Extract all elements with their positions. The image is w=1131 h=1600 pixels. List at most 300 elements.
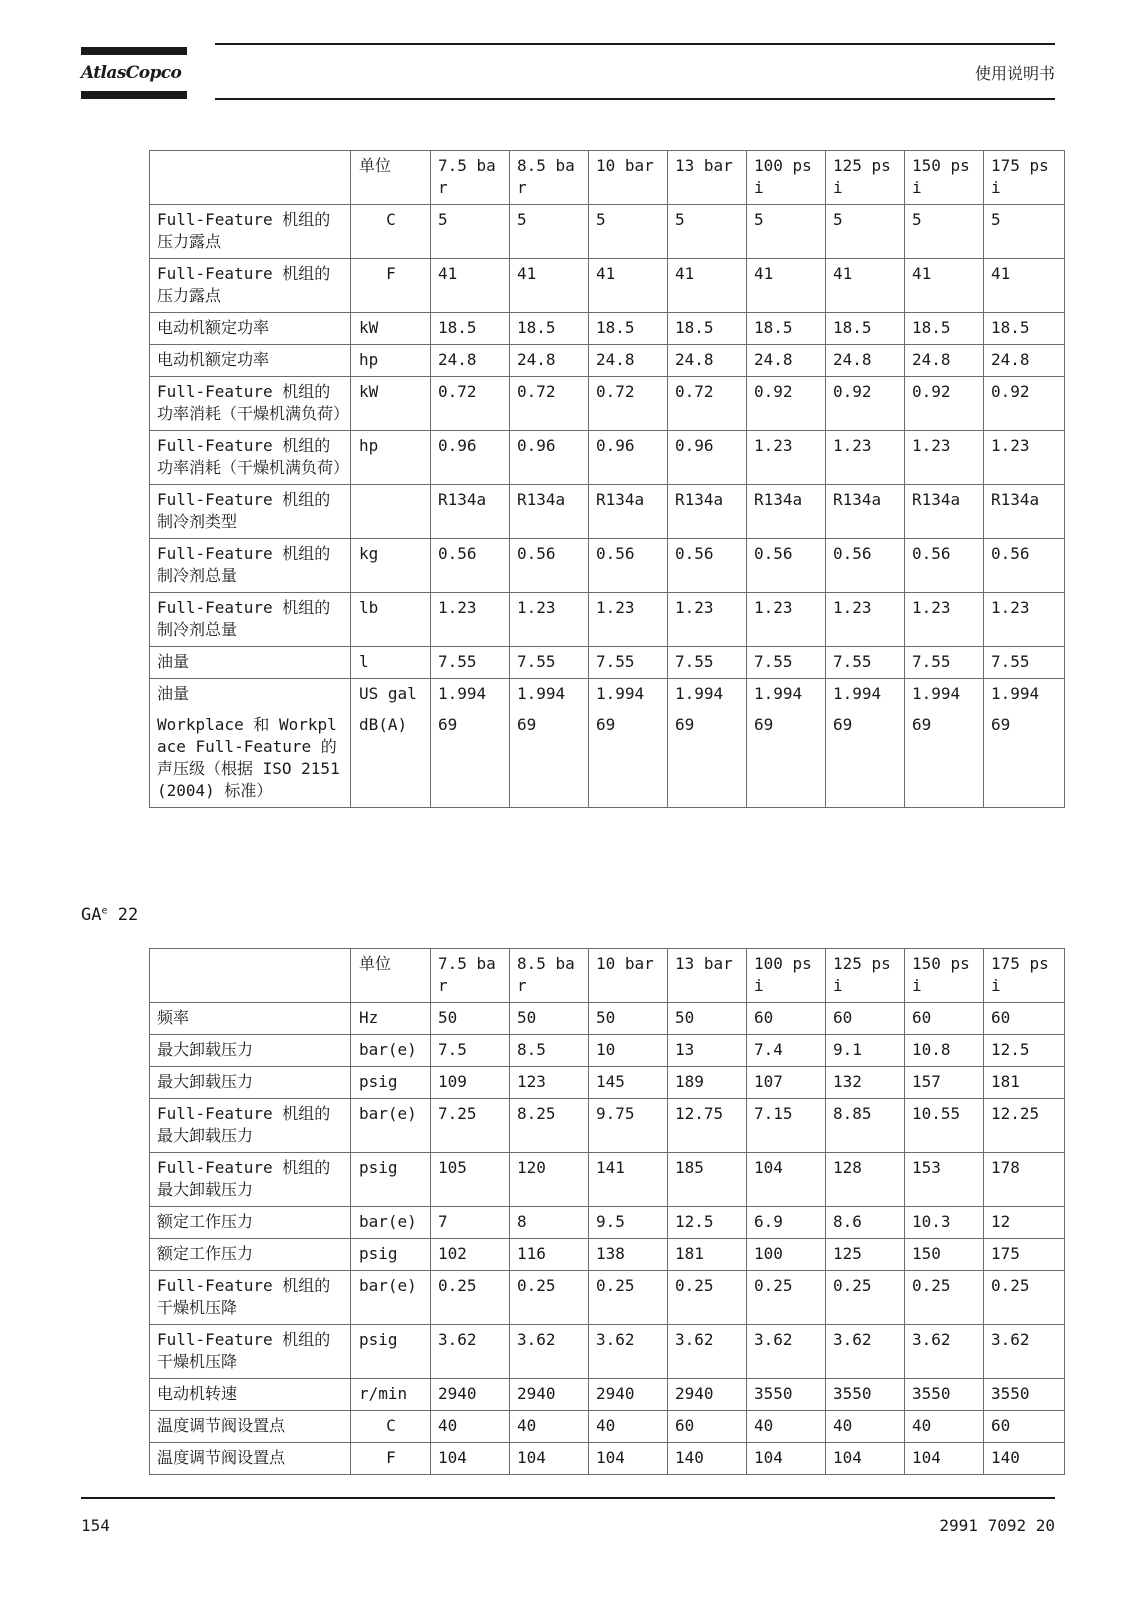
value-cell: 24.8 — [589, 345, 668, 377]
value-cell: 0.92 — [747, 377, 826, 431]
value-cell: 12.75 — [668, 1099, 747, 1153]
value-cell: 40 — [589, 1411, 668, 1443]
row-unit: C — [351, 205, 431, 259]
row-unit: bar(e) — [351, 1271, 431, 1325]
row-label: 最大卸载压力 — [150, 1035, 351, 1067]
value-cell: 69 — [431, 710, 510, 808]
value-cell: 0.72 — [668, 377, 747, 431]
row-unit: l — [351, 647, 431, 679]
section-size: 22 — [117, 905, 139, 925]
value-cell: 6.9 — [747, 1207, 826, 1239]
row-label: Full-Feature 机组的干燥机压降 — [150, 1271, 351, 1325]
value-cell: 5 — [589, 205, 668, 259]
value-cell: 5 — [668, 205, 747, 259]
table-row — [150, 1239, 1065, 1271]
value-cell: 1.23 — [826, 593, 905, 647]
value-cell: 50 — [589, 1003, 668, 1035]
row-label: Full-Feature 机组的功率消耗（干燥机满负荷） — [150, 377, 351, 431]
value-cell: 3550 — [747, 1379, 826, 1411]
value-cell: 5 — [747, 205, 826, 259]
value-cell: 1.23 — [589, 593, 668, 647]
row-unit: C — [351, 1411, 431, 1443]
value-cell: 10 — [589, 1035, 668, 1067]
value-cell: 0.56 — [431, 539, 510, 593]
header-cell-pressure: 175 psi — [984, 949, 1065, 1003]
value-cell: 12.5 — [668, 1207, 747, 1239]
value-cell: 7.55 — [984, 647, 1065, 679]
logo-bar-bottom — [81, 91, 187, 99]
row-unit: US gal — [351, 679, 431, 711]
table-row — [150, 1035, 1065, 1067]
row-label: 额定工作压力 — [150, 1239, 351, 1271]
value-cell: 185 — [668, 1153, 747, 1207]
value-cell: 3.62 — [510, 1325, 589, 1379]
value-cell: 1.23 — [905, 431, 984, 485]
row-unit: bar(e) — [351, 1035, 431, 1067]
value-cell: 18.5 — [826, 313, 905, 345]
value-cell: 105 — [431, 1153, 510, 1207]
value-cell: 24.8 — [510, 345, 589, 377]
row-unit: kW — [351, 313, 431, 345]
row-label: 电动机额定功率 — [150, 313, 351, 345]
row-label: 温度调节阀设置点 — [150, 1411, 351, 1443]
row-unit: psig — [351, 1153, 431, 1207]
value-cell: 24.8 — [431, 345, 510, 377]
value-cell: 9.75 — [589, 1099, 668, 1153]
page-number: 154 — [81, 1516, 110, 1535]
value-cell: 7.5 — [431, 1035, 510, 1067]
header-cell-empty — [150, 949, 351, 1003]
value-cell: 2940 — [431, 1379, 510, 1411]
table-row — [150, 1003, 1065, 1035]
value-cell: 107 — [747, 1067, 826, 1099]
value-cell: 40 — [905, 1411, 984, 1443]
section-heading — [81, 905, 138, 925]
table-row — [150, 377, 1065, 431]
value-cell: 40 — [747, 1411, 826, 1443]
value-cell: 1.994 — [668, 679, 747, 711]
value-cell: 24.8 — [905, 345, 984, 377]
value-cell: 60 — [984, 1411, 1065, 1443]
value-cell: 1.994 — [510, 679, 589, 711]
logo-wordmark: AtlasCopco — [81, 63, 182, 83]
value-cell: 1.23 — [510, 593, 589, 647]
row-unit: lb — [351, 593, 431, 647]
row-unit: hp — [351, 431, 431, 485]
header-cell-empty — [150, 151, 351, 205]
value-cell: 104 — [905, 1443, 984, 1475]
value-cell: R134a — [510, 485, 589, 539]
table-row — [150, 1207, 1065, 1239]
row-label: Full-Feature 机组的最大卸载压力 — [150, 1099, 351, 1153]
value-cell: 104 — [747, 1153, 826, 1207]
document-title: 使用说明书 — [974, 64, 1055, 83]
value-cell: 7 — [431, 1207, 510, 1239]
value-cell: 7.15 — [747, 1099, 826, 1153]
value-cell: 0.25 — [510, 1271, 589, 1325]
value-cell: 3.62 — [826, 1325, 905, 1379]
atlas-copco-logo — [81, 47, 187, 99]
value-cell: 181 — [668, 1239, 747, 1271]
header-cell-pressure: 100 psi — [747, 151, 826, 205]
value-cell: 0.56 — [905, 539, 984, 593]
value-cell: 1.994 — [589, 679, 668, 711]
value-cell: 9.5 — [589, 1207, 668, 1239]
value-cell: 1.994 — [905, 679, 984, 711]
value-cell: 2940 — [668, 1379, 747, 1411]
value-cell: 0.96 — [589, 431, 668, 485]
table-row — [150, 1443, 1065, 1475]
value-cell: 8.5 — [510, 1035, 589, 1067]
value-cell: 7.55 — [826, 647, 905, 679]
header-cell-pressure: 13 bar — [668, 949, 747, 1003]
value-cell: 69 — [589, 710, 668, 808]
row-label: 温度调节阀设置点 — [150, 1443, 351, 1475]
table-row — [150, 1271, 1065, 1325]
value-cell: 0.72 — [431, 377, 510, 431]
value-cell: 50 — [431, 1003, 510, 1035]
value-cell: 109 — [431, 1067, 510, 1099]
value-cell: 141 — [589, 1153, 668, 1207]
value-cell: 69 — [747, 710, 826, 808]
footer-rule — [81, 1497, 1055, 1499]
row-label: Full-Feature 机组的干燥机压降 — [150, 1325, 351, 1379]
value-cell: 5 — [431, 205, 510, 259]
value-cell: 0.25 — [589, 1271, 668, 1325]
row-label: Full-Feature 机组的压力露点 — [150, 205, 351, 259]
header-rule-bottom — [215, 98, 1055, 100]
header-cell-pressure: 10 bar — [589, 151, 668, 205]
value-cell: 3550 — [984, 1379, 1065, 1411]
value-cell: 145 — [589, 1067, 668, 1099]
value-cell: 24.8 — [747, 345, 826, 377]
row-unit: dB(A) — [351, 710, 431, 808]
value-cell: R134a — [668, 485, 747, 539]
value-cell: 10.55 — [905, 1099, 984, 1153]
value-cell: 13 — [668, 1035, 747, 1067]
value-cell: 3.62 — [984, 1325, 1065, 1379]
header-cell-pressure: 125 psi — [826, 151, 905, 205]
value-cell: 116 — [510, 1239, 589, 1271]
value-cell: R134a — [431, 485, 510, 539]
header-cell-pressure: 175 psi — [984, 151, 1065, 205]
table-row — [150, 1379, 1065, 1411]
table-row — [150, 313, 1065, 345]
table-row — [150, 539, 1065, 593]
value-cell: 69 — [984, 710, 1065, 808]
row-unit: kW — [351, 377, 431, 431]
value-cell: 3550 — [905, 1379, 984, 1411]
value-cell: 24.8 — [984, 345, 1065, 377]
value-cell: 1.994 — [984, 679, 1065, 711]
value-cell: 41 — [747, 259, 826, 313]
value-cell: 69 — [668, 710, 747, 808]
row-label: Full-Feature 机组的压力露点 — [150, 259, 351, 313]
table-row — [150, 593, 1065, 647]
logo-bar-top — [81, 47, 187, 55]
table-row — [150, 710, 1065, 808]
value-cell: 1.23 — [905, 593, 984, 647]
header-rule-top — [215, 43, 1055, 45]
value-cell: 60 — [747, 1003, 826, 1035]
value-cell: 0.92 — [905, 377, 984, 431]
value-cell: 157 — [905, 1067, 984, 1099]
value-cell: 7.55 — [668, 647, 747, 679]
spec-table-2 — [149, 948, 1065, 1475]
row-label: Full-Feature 机组的制冷剂总量 — [150, 539, 351, 593]
value-cell: 60 — [826, 1003, 905, 1035]
value-cell: 1.994 — [826, 679, 905, 711]
value-cell: 3550 — [826, 1379, 905, 1411]
value-cell: 0.92 — [826, 377, 905, 431]
row-unit: Hz — [351, 1003, 431, 1035]
value-cell: 1.23 — [431, 593, 510, 647]
value-cell: 0.72 — [510, 377, 589, 431]
row-label: 油量 — [150, 679, 351, 711]
value-cell: 5 — [510, 205, 589, 259]
value-cell: 5 — [984, 205, 1065, 259]
value-cell: 0.56 — [984, 539, 1065, 593]
value-cell: 69 — [826, 710, 905, 808]
row-label: Full-Feature 机组的制冷剂类型 — [150, 485, 351, 539]
row-label: 额定工作压力 — [150, 1207, 351, 1239]
row-unit: bar(e) — [351, 1099, 431, 1153]
value-cell: 0.56 — [589, 539, 668, 593]
value-cell: 104 — [747, 1443, 826, 1475]
value-cell: 104 — [510, 1443, 589, 1475]
value-cell: 104 — [589, 1443, 668, 1475]
row-label: 最大卸载压力 — [150, 1067, 351, 1099]
spec-table-1 — [149, 150, 1065, 808]
value-cell: 41 — [668, 259, 747, 313]
value-cell: 12.5 — [984, 1035, 1065, 1067]
value-cell: 3.62 — [589, 1325, 668, 1379]
table-row — [150, 1325, 1065, 1379]
table-row — [150, 1067, 1065, 1099]
value-cell: 7.25 — [431, 1099, 510, 1153]
header-cell-pressure: 125 psi — [826, 949, 905, 1003]
value-cell: 41 — [510, 259, 589, 313]
row-label: Full-Feature 机组的最大卸载压力 — [150, 1153, 351, 1207]
value-cell: 3.62 — [668, 1325, 747, 1379]
section-model: GA — [81, 905, 102, 925]
value-cell: 69 — [510, 710, 589, 808]
header-cell-pressure: 150 psi — [905, 949, 984, 1003]
value-cell: 100 — [747, 1239, 826, 1271]
value-cell: 0.96 — [431, 431, 510, 485]
value-cell: 60 — [668, 1411, 747, 1443]
value-cell: R134a — [905, 485, 984, 539]
table-row — [150, 679, 1065, 711]
value-cell: 0.56 — [747, 539, 826, 593]
value-cell: 104 — [826, 1443, 905, 1475]
table-row — [150, 1411, 1065, 1443]
row-label: 电动机转速 — [150, 1379, 351, 1411]
value-cell: 12 — [984, 1207, 1065, 1239]
value-cell: 7.55 — [747, 647, 826, 679]
value-cell: 60 — [905, 1003, 984, 1035]
value-cell: 1.23 — [984, 593, 1065, 647]
value-cell: R134a — [984, 485, 1065, 539]
value-cell: 41 — [431, 259, 510, 313]
header-cell-pressure: 7.5 bar — [431, 151, 510, 205]
row-unit: hp — [351, 345, 431, 377]
value-cell: 69 — [905, 710, 984, 808]
value-cell: 41 — [589, 259, 668, 313]
value-cell: R134a — [589, 485, 668, 539]
value-cell: 5 — [905, 205, 984, 259]
value-cell: 18.5 — [510, 313, 589, 345]
value-cell: 0.25 — [668, 1271, 747, 1325]
value-cell: 2940 — [510, 1379, 589, 1411]
value-cell: 0.25 — [747, 1271, 826, 1325]
value-cell: 140 — [984, 1443, 1065, 1475]
value-cell: 123 — [510, 1067, 589, 1099]
row-label: Full-Feature 机组的制冷剂总量 — [150, 593, 351, 647]
header-cell-pressure: 10 bar — [589, 949, 668, 1003]
value-cell: 104 — [431, 1443, 510, 1475]
value-cell: 50 — [510, 1003, 589, 1035]
value-cell: 1.994 — [747, 679, 826, 711]
value-cell: 138 — [589, 1239, 668, 1271]
value-cell: 3.62 — [747, 1325, 826, 1379]
value-cell: 8 — [510, 1207, 589, 1239]
header-cell-pressure: 13 bar — [668, 151, 747, 205]
value-cell: 60 — [984, 1003, 1065, 1035]
value-cell: 0.96 — [668, 431, 747, 485]
row-label: Full-Feature 机组的功率消耗（干燥机满负荷） — [150, 431, 351, 485]
row-label: 电动机额定功率 — [150, 345, 351, 377]
row-label: 油量 — [150, 647, 351, 679]
value-cell: 120 — [510, 1153, 589, 1207]
value-cell: 0.96 — [510, 431, 589, 485]
value-cell: 8.25 — [510, 1099, 589, 1153]
header-cell-pressure: 8.5 bar — [510, 151, 589, 205]
row-unit — [351, 485, 431, 539]
header-cell-unit: 单位 — [351, 151, 431, 205]
value-cell: 41 — [826, 259, 905, 313]
header-row — [150, 949, 1065, 1003]
row-unit: F — [351, 1443, 431, 1475]
document-number: 2991 7092 20 — [939, 1516, 1055, 1535]
value-cell: 0.56 — [510, 539, 589, 593]
value-cell: 128 — [826, 1153, 905, 1207]
value-cell: 175 — [984, 1239, 1065, 1271]
table-row — [150, 647, 1065, 679]
header-cell-pressure: 7.5 bar — [431, 949, 510, 1003]
value-cell: 0.72 — [589, 377, 668, 431]
value-cell: 40 — [431, 1411, 510, 1443]
value-cell: 12.25 — [984, 1099, 1065, 1153]
value-cell: 0.56 — [668, 539, 747, 593]
value-cell: 150 — [905, 1239, 984, 1271]
value-cell: 7.55 — [905, 647, 984, 679]
value-cell: 3.62 — [905, 1325, 984, 1379]
value-cell: 18.5 — [747, 313, 826, 345]
header-cell-pressure: 100 psi — [747, 949, 826, 1003]
value-cell: 7.55 — [510, 647, 589, 679]
table-row — [150, 1099, 1065, 1153]
header-row — [150, 151, 1065, 205]
value-cell: 0.25 — [984, 1271, 1065, 1325]
value-cell: 189 — [668, 1067, 747, 1099]
header-cell-pressure: 8.5 bar — [510, 949, 589, 1003]
value-cell: 10.3 — [905, 1207, 984, 1239]
table-row — [150, 485, 1065, 539]
table-row — [150, 431, 1065, 485]
header-cell-unit: 单位 — [351, 949, 431, 1003]
value-cell: 178 — [984, 1153, 1065, 1207]
value-cell: 40 — [510, 1411, 589, 1443]
table-row — [150, 205, 1065, 259]
value-cell: 1.23 — [668, 593, 747, 647]
value-cell: 50 — [668, 1003, 747, 1035]
value-cell: 5 — [826, 205, 905, 259]
value-cell: 18.5 — [668, 313, 747, 345]
value-cell: 1.23 — [747, 593, 826, 647]
value-cell: 1.23 — [826, 431, 905, 485]
row-unit: psig — [351, 1239, 431, 1271]
value-cell: 153 — [905, 1153, 984, 1207]
value-cell: 0.56 — [826, 539, 905, 593]
section-model-sup: e — [101, 905, 108, 917]
value-cell: 18.5 — [984, 313, 1065, 345]
value-cell: 181 — [984, 1067, 1065, 1099]
value-cell: R134a — [747, 485, 826, 539]
value-cell: 132 — [826, 1067, 905, 1099]
row-unit: kg — [351, 539, 431, 593]
row-label: 频率 — [150, 1003, 351, 1035]
value-cell: 0.92 — [984, 377, 1065, 431]
row-unit: F — [351, 259, 431, 313]
value-cell: 7.55 — [589, 647, 668, 679]
value-cell: 24.8 — [826, 345, 905, 377]
value-cell: 1.23 — [984, 431, 1065, 485]
value-cell: 8.6 — [826, 1207, 905, 1239]
row-unit: psig — [351, 1325, 431, 1379]
row-unit: r/min — [351, 1379, 431, 1411]
value-cell: 2940 — [589, 1379, 668, 1411]
value-cell: 10.8 — [905, 1035, 984, 1067]
value-cell: 1.23 — [747, 431, 826, 485]
value-cell: 18.5 — [905, 313, 984, 345]
table-row — [150, 259, 1065, 313]
value-cell: 18.5 — [431, 313, 510, 345]
table-row — [150, 1153, 1065, 1207]
value-cell: 9.1 — [826, 1035, 905, 1067]
value-cell: 125 — [826, 1239, 905, 1271]
value-cell: 102 — [431, 1239, 510, 1271]
value-cell: 40 — [826, 1411, 905, 1443]
header-cell-pressure: 150 psi — [905, 151, 984, 205]
row-label: Workplace 和 Workplace Full-Feature 的声压级（根据 ISO 2151 (2004) 标准） — [150, 710, 351, 808]
value-cell: 41 — [984, 259, 1065, 313]
value-cell: 7.55 — [431, 647, 510, 679]
value-cell: 7.4 — [747, 1035, 826, 1067]
value-cell: 0.25 — [905, 1271, 984, 1325]
table-row — [150, 345, 1065, 377]
value-cell: 8.85 — [826, 1099, 905, 1153]
value-cell: 140 — [668, 1443, 747, 1475]
value-cell: 0.25 — [431, 1271, 510, 1325]
value-cell: 41 — [905, 259, 984, 313]
row-unit: bar(e) — [351, 1207, 431, 1239]
value-cell: R134a — [826, 485, 905, 539]
value-cell: 0.25 — [826, 1271, 905, 1325]
value-cell: 18.5 — [589, 313, 668, 345]
value-cell: 1.994 — [431, 679, 510, 711]
row-unit: psig — [351, 1067, 431, 1099]
